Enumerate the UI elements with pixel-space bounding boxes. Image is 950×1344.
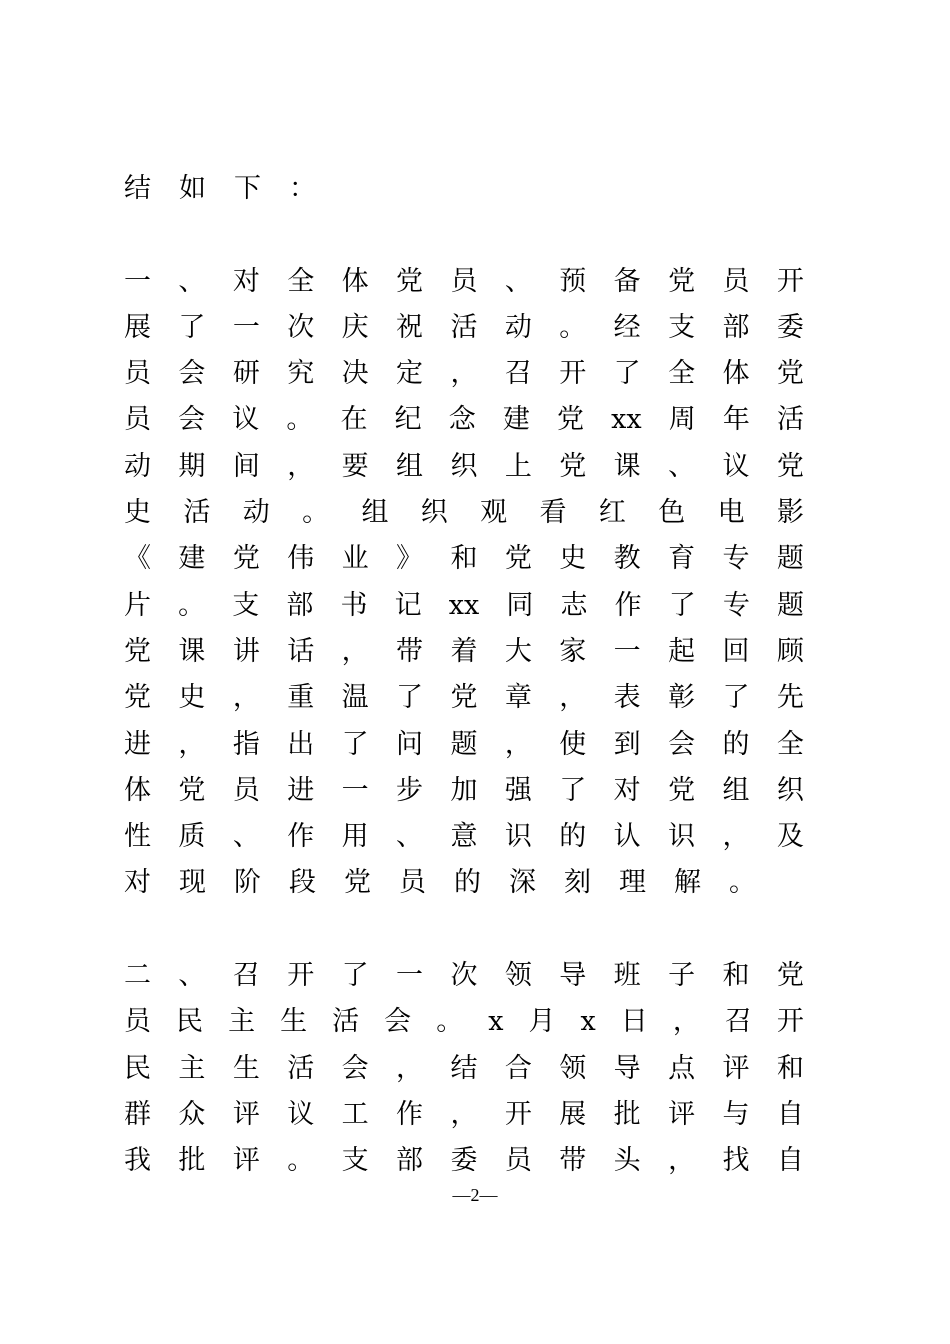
text-line: 进 ， 指 出 了 问 题 ， 使 到 会 的 全 — [124, 728, 804, 760]
text-line: 动 期 间 ， 要 组 织 上 党 课 、 议 党 — [124, 450, 804, 482]
text-line: 民 主 生 活 会 ， 结 合 领 导 点 评 和 — [124, 1052, 804, 1084]
text-line: 对 现 阶 段 党 员 的 深 刻 理 解 。 — [124, 867, 756, 899]
text-line: 我 批 评 。 支 部 委 员 带 头 ， 找 自 — [124, 1145, 804, 1177]
page-number: —2— — [452, 1185, 498, 1205]
text-line: 性 质 、 作 用 、 意 识 的 认 识 ， 及 — [124, 821, 804, 853]
paragraph-gap — [124, 907, 804, 953]
text-line: 一 、 对 全 体 党 员 、 预 备 党 员 开 — [124, 265, 804, 297]
text-line: 群 众 评 议 工 作 ， 开 展 批 评 与 自 — [124, 1098, 804, 1130]
text-line: 结 如 下 ： — [124, 173, 316, 204]
text-line: 党 史 ， 重 温 了 党 章 ， 表 彰 了 先 — [124, 682, 804, 714]
paragraph-gap — [124, 212, 804, 258]
text-line: 片 。 支 部 书 记 xx 同 志 作 了 专 题 — [124, 589, 804, 621]
text-line: 《 建 党 伟 业 》 和 党 史 教 育 专 题 — [124, 543, 804, 575]
paragraph — [124, 953, 804, 1184]
document-body — [124, 166, 804, 1185]
paragraph — [124, 166, 804, 212]
text-line: 党 课 讲 话 ， 带 着 大 家 一 起 回 顾 — [124, 635, 804, 667]
text-line: 二 、 召 开 了 一 次 领 导 班 子 和 党 — [124, 960, 804, 992]
paragraph — [124, 259, 804, 907]
text-line: 员 会 研 究 决 定 ， 召 开 了 全 体 党 — [124, 358, 804, 390]
text-line: 员 会 议 。 在 纪 念 建 党 xx 周 年 活 — [124, 404, 804, 436]
text-line: 史 活 动 。 组 织 观 看 红 色 电 影 — [124, 497, 804, 529]
text-line: 体 党 员 进 一 步 加 强 了 对 党 组 织 — [124, 774, 804, 806]
text-line: 员 民 主 生 活 会 。 x 月 x 日 ， 召 开 — [124, 1006, 804, 1038]
text-line: 展 了 一 次 庆 祝 活 动 。 经 支 部 委 — [124, 311, 804, 343]
